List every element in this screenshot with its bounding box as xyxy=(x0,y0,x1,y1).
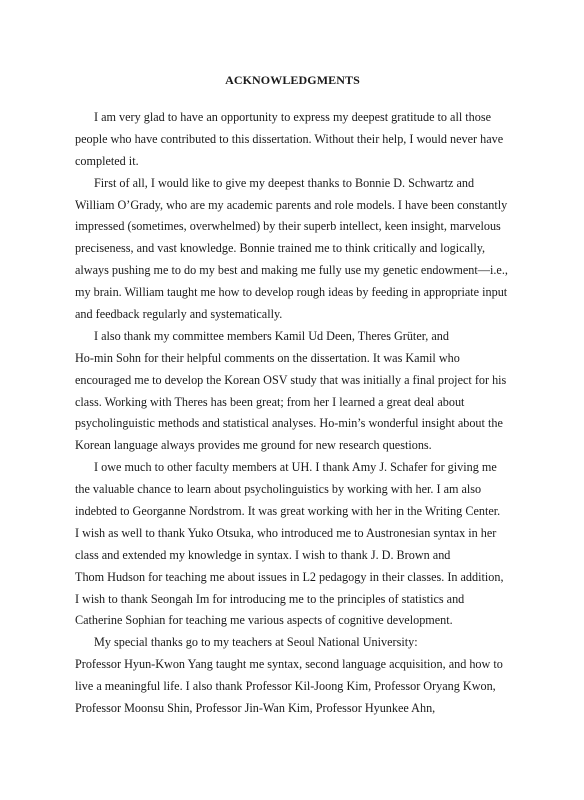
text-line: live a meaningful life. I also thank Professor Kil-Joong Kim, Professor Oryang Kwon, xyxy=(75,679,496,694)
text-line: people who have contributed to this dissertation. Without their help, I would never have xyxy=(75,131,504,146)
text-line: psycholinguistic methods and statistical analyses. Ho-min’s wonderful insight about the xyxy=(75,416,503,431)
text-line: I wish to thank Seongah Im for introducing me to the principles of statistics and xyxy=(75,591,465,606)
text-line: My special thanks go to my teachers at Seoul National University: xyxy=(94,635,418,650)
text-line: First of all, I would like to give my deepest thanks to Bonnie D. Schwartz and xyxy=(94,175,475,190)
text-line: class. Working with Theres has been great; from her I learned a great deal about xyxy=(75,394,465,409)
text-line: impressed (sometimes, overwhelmed) by their superb intellect, keen insight, marvelous xyxy=(75,219,501,234)
text-line: Professor Moonsu Shin, Professor Jin-Wan Kim, Professor Hyunkee Ahn, xyxy=(75,701,436,716)
text-line: Professor Hyun-Kwon Yang taught me syntax, second language acquisition, and how to xyxy=(75,657,503,672)
text-line: I owe much to other faculty members at UH. I thank Amy J. Schafer for giving me xyxy=(94,460,497,475)
text-line: Catherine Sophian for teaching me various aspects of cognitive development. xyxy=(75,613,453,628)
page-heading: ACKNOWLEDGMENTS xyxy=(225,73,360,87)
text-line: and feedback regularly and systematically. xyxy=(75,307,283,322)
text-line: I also thank my committee members Kamil Ud Deen, Theres Grüter, and xyxy=(94,328,449,343)
text-line: always pushing me to do my best and making me fully use my genetic endowment—i.e., xyxy=(75,263,508,278)
acknowledgments-body xyxy=(75,107,510,720)
text-line: completed it. xyxy=(75,153,139,168)
text-line: I am very glad to have an opportunity to express my deepest gratitude to all those xyxy=(94,110,492,124)
text-line: encouraged me to develop the Korean OSV study that was initially a final project for his xyxy=(75,372,507,387)
text-line: Ho-min Sohn for their helpful comments on the dissertation. It was Kamil who xyxy=(75,350,460,365)
text-line: William O’Grady, who are my academic parents and role models. I have been constantly xyxy=(75,197,508,212)
text-line: class and extended my knowledge in syntax. I wish to thank J. D. Brown and xyxy=(75,547,451,562)
text-line: Korean language always provides me ground for new research questions. xyxy=(75,438,432,453)
text-line: I wish as well to thank Yuko Otsuka, who introduced me to Austronesian syntax in her xyxy=(75,525,497,540)
text-line: indebted to Georganne Nordstrom. It was great working with her in the Writing Center. xyxy=(75,504,501,519)
text-line: preciseness, and vast knowledge. Bonnie trained me to think critically and logically, xyxy=(75,241,486,256)
text-line: the valuable chance to learn about psycholinguistics by working with her. I am also xyxy=(75,482,482,497)
text-line: my brain. William taught me how to develop rough ideas by feeding in appropriate input xyxy=(75,285,508,300)
text-line: Thom Hudson for teaching me about issues in L2 pedagogy in their classes. In addition, xyxy=(75,569,504,584)
